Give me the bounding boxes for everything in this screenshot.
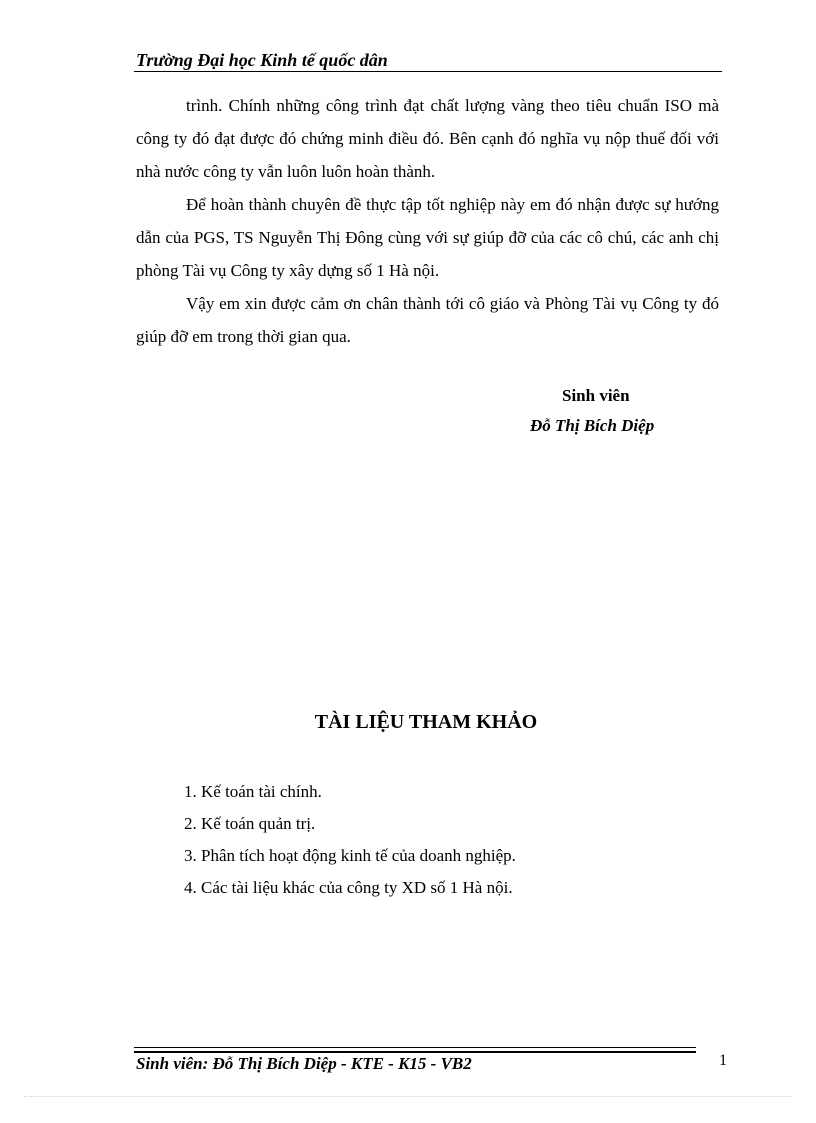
signature-role: Sinh viên: [562, 386, 630, 405]
references-list: [184, 776, 516, 904]
body-paragraph-thanks: [136, 287, 719, 353]
header-divider: [134, 71, 722, 72]
reference-item: 2. Kế toán quản trị.: [184, 814, 316, 833]
footer-student-info: Sinh viên: Đỗ Thị Bích Diệp - KTE - K15 - VB2: [136, 1054, 472, 1073]
reference-item: 1. Kế toán tài chính.: [184, 782, 322, 801]
paragraph-text: trình. Chính những công trình đạt chất lượng vàng theo tiêu chuẩn ISO mà công ty đó đạt được đó chứng minh điều đó. Bên cạnh đó nghĩa vụ nộp thuế đối với nhà nước công ty vẫn luôn luôn hoàn thành.: [136, 96, 719, 181]
body-paragraph-acknowledgement: [136, 188, 719, 287]
body-paragraph-continuation: [136, 89, 719, 188]
paragraph-text: Để hoàn thành chuyên đề thực tập tốt nghiệp này em đó nhận được sự hướng dẫn của PGS, TS Nguyễn Thị Đông cùng với sự giúp đỡ của các cô chú, các anh chị phòng Tài vụ Công ty xây dựng số 1 Hà nội.: [136, 195, 719, 280]
footer-divider-thin: [134, 1047, 696, 1048]
paragraph-text: Vậy em xin được cảm ơn chân thành tới cô giáo và Phòng Tài vụ Công ty đó giúp đỡ em trong thời gian qua.: [136, 294, 719, 346]
page-header-title: Trường Đại học Kinh tế quốc dân: [136, 50, 388, 70]
reference-item: 3. Phân tích hoạt động kinh tế của doanh nghiệp.: [184, 846, 516, 865]
footer-divider-thick: [134, 1051, 696, 1053]
page-number: 1: [719, 1052, 727, 1069]
references-heading: TÀI LIỆU THAM KHẢO: [314, 711, 538, 733]
page-bottom-edge: [24, 1096, 792, 1097]
signature-name: Đỗ Thị Bích Diệp: [530, 416, 655, 435]
reference-item: 4. Các tài liệu khác của công ty XD số 1 Hà nội.: [184, 878, 513, 897]
